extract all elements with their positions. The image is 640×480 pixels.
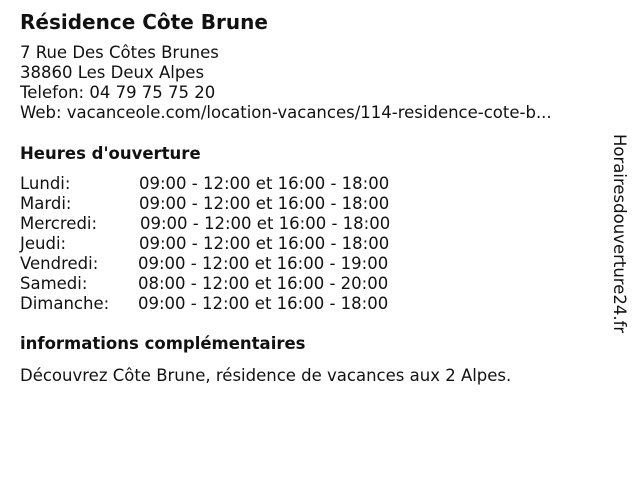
street-address: 7 Rue Des Côtes Brunes bbox=[20, 43, 219, 62]
city-address: 38860 Les Deux Alpes bbox=[20, 63, 205, 82]
website-link[interactable]: Web: vacanceole.com/location-vacances/114-residence-cote-b... bbox=[20, 103, 552, 122]
phone-number[interactable]: Telefon: 04 79 75 75 20 bbox=[20, 83, 216, 102]
day-label: Mercredi: bbox=[20, 214, 98, 233]
day-label: Jeudi: bbox=[20, 234, 67, 253]
time-range: 09:00 - 12:00 et 16:00 - 18:00 bbox=[139, 194, 390, 213]
time-range: 09:00 - 12:00 et 16:00 - 18:00 bbox=[140, 214, 391, 233]
day-label: Dimanche: bbox=[20, 294, 110, 313]
additional-info-text: Découvrez Côte Brune, résidence de vacances aux 2 Alpes. bbox=[20, 366, 512, 385]
contact-block bbox=[20, 43, 552, 123]
site-watermark bbox=[612, 134, 632, 344]
day-label: Lundi: bbox=[20, 174, 71, 193]
time-range: 09:00 - 12:00 et 16:00 - 18:00 bbox=[139, 174, 390, 193]
time-range: 09:00 - 12:00 et 16:00 - 18:00 bbox=[138, 294, 389, 313]
watermark-text: Horairesdouverture24.fr bbox=[610, 134, 629, 334]
time-range: 09:00 - 12:00 et 16:00 - 19:00 bbox=[138, 254, 389, 273]
day-label: Mardi: bbox=[20, 194, 72, 213]
day-label: Samedi: bbox=[20, 274, 88, 293]
additional-info-heading: informations complémentaires bbox=[20, 334, 306, 353]
day-label: Vendredi: bbox=[20, 254, 99, 273]
opening-hours-heading: Heures d'ouverture bbox=[20, 144, 201, 163]
business-name: Résidence Côte Brune bbox=[20, 10, 268, 34]
time-range: 08:00 - 12:00 et 16:00 - 20:00 bbox=[138, 274, 389, 293]
time-range: 09:00 - 12:00 et 16:00 - 18:00 bbox=[139, 234, 390, 253]
